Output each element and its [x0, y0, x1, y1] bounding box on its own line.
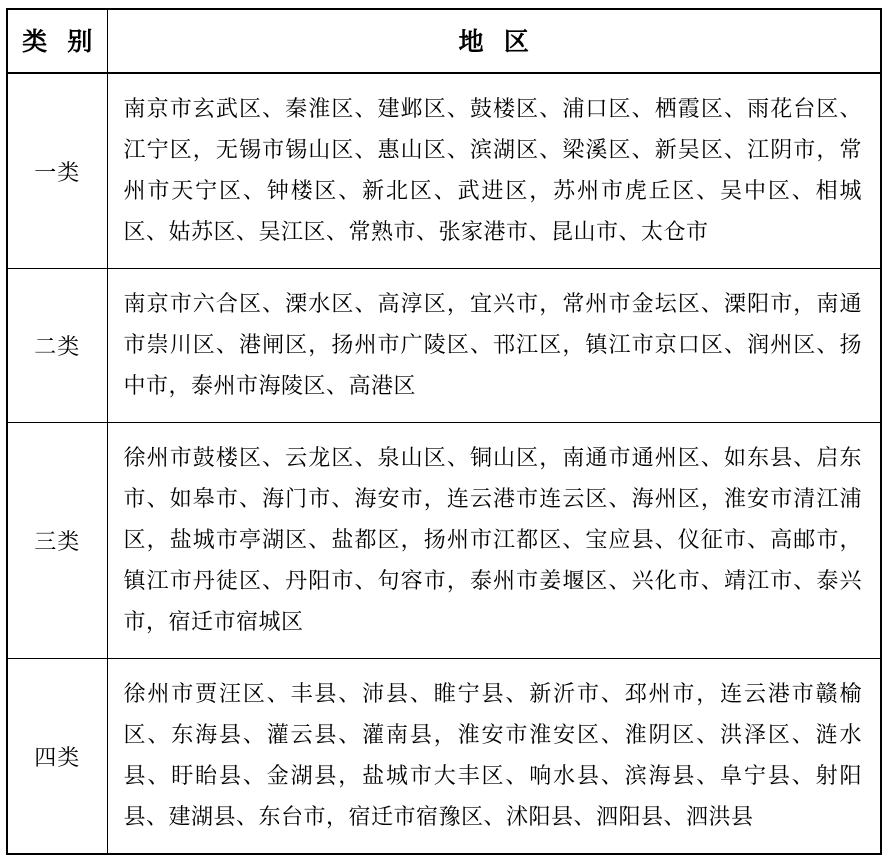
area-list-tier-1: 南京市玄武区、秦淮区、建邺区、鼓楼区、浦口区、栖霞区、雨花台区、江宁区，无锡市锡山区、惠山区、滨湖区、梁溪区、新吴区、江阴市，常州市天宁区、钟楼区、新北区、武进区，苏州市虎丘区、吴中区、相城区、姑苏区、吴江区、常熟市、张家港市、昆山市、太仓市 — [107, 73, 881, 269]
category-label-tier-3: 三类 — [7, 423, 107, 659]
column-header-category: 类 别 — [7, 9, 107, 73]
region-classification-table — [6, 8, 882, 855]
area-list-tier-2: 南京市六合区、溧水区、高淳区，宜兴市，常州市金坛区、溧阳市，南通市崇川区、港闸区，扬州市广陵区、邗江区，镇江市京口区、润州区、扬中市，泰州市海陵区、高港区 — [107, 269, 881, 423]
table-row — [7, 423, 881, 659]
category-label-tier-1: 一类 — [7, 73, 107, 269]
area-list-tier-3: 徐州市鼓楼区、云龙区、泉山区、铜山区，南通市通州区、如东县、启东市、如皋市、海门市、海安市，连云港市连云区、海州区，淮安市清江浦区，盐城市亭湖区、盐都区，扬州市江都区、宝应县、仪征市、高邮市，镇江市丹徒区、丹阳市、句容市，泰州市姜堰区、兴化市、靖江市、泰兴市，宿迁市宿城区 — [107, 423, 881, 659]
table-row — [7, 659, 881, 855]
category-label-tier-4: 四类 — [7, 659, 107, 855]
table-header-row — [7, 9, 881, 73]
table-body — [7, 73, 881, 854]
table-header — [7, 9, 881, 73]
area-list-tier-4: 徐州市贾汪区、丰县、沛县、睢宁县、新沂市、邳州市，连云港市赣榆区、东海县、灌云县、灌南县，淮安市淮安区、淮阴区、洪泽区、涟水县、盱眙县、金湖县，盐城市大丰区、响水县、滨海县、阜宁县、射阳县、建湖县、东台市，宿迁市宿豫区、沭阳县、泗阳县、泗洪县 — [107, 659, 881, 855]
table-row — [7, 73, 881, 269]
category-label-tier-2: 二类 — [7, 269, 107, 423]
table-row — [7, 269, 881, 423]
column-header-area: 地 区 — [107, 9, 881, 73]
